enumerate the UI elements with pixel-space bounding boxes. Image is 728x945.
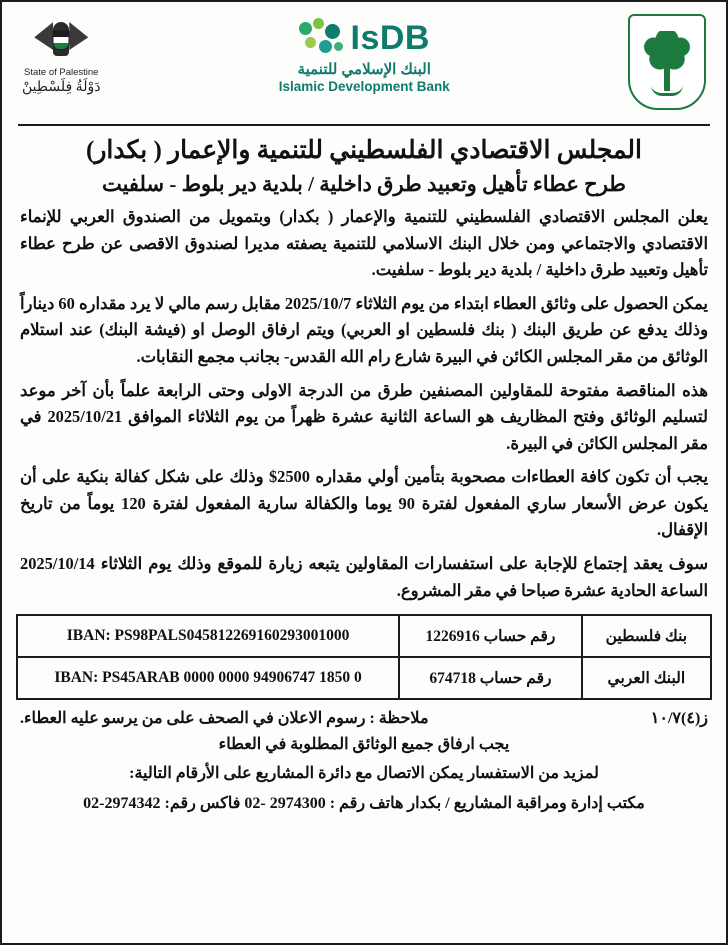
bank-name-cell: البنك العربي — [582, 657, 711, 699]
header-divider — [18, 124, 710, 126]
footer-line-3: مكتب إدارة ومراقبة المشاريع / بكدار هاتف رقم : 2974300 -02 فاكس رقم: 2974342-02 — [83, 794, 645, 812]
bank-account-cell: رقم حساب 674718 — [399, 657, 582, 699]
body-paragraph-1: يعلن المجلس الاقتصادي الفلسطيني للتنمية والإعمار ( بكدار) وبتمويل من الصندوق العربي للإنماء الاقتصادي والاجتماعي ومن خلال البنك الاسلامي للتنمية يصفته مديرا لصندوق الاقصى عن طرح عطاء تأهيل وتعبيد طرق داخلية / بلدية دير بلوط - سلفيت. — [20, 207, 708, 280]
pec-logo-block — [628, 14, 706, 110]
document-footer — [16, 706, 712, 816]
footer-line-1: يجب ارفاق جميع الوثائق المطلوبة في العطاء — [218, 735, 510, 753]
body-paragraph-2: يمكن الحصول على وثائق العطاء ابتداء من يوم الثلاثاء 2025/10/7 مقابل رسم مالي لا يرد مقداره 60 ديناراً وذلك يدفع عن طريق البنك ( بنك فلسطين او العربي) ويتم ارفاق الوصل او (فيشة البنك) عند استلام الوثائق من مقر المجلس الكائن في البيرة شارع رام الله القدس- بجانب مجمع النقابات. — [20, 293, 708, 366]
page-title: المجلس الاقتصادي الفلسطيني للتنمية والإعمار ( بكدار) — [86, 137, 642, 164]
bank-name-cell: بنك فلسطين — [582, 615, 711, 657]
body-paragraph-3: هذه المناقصة مفتوحة للمقاولين المصنفين طرق من الدرجة الاولى وحتى الرابعة علماً بأن آخر موعد لتسليم الوثائق وفتح المظاريف هو الساعة الثانية عشرة ظهراً من يوم الثلاثاء الموافق 2025/10/21 في مقر المجلس الكائن في البيرة. — [20, 380, 708, 453]
bank-iban-cell: IBAN: PS45ARAB 0000 0000 94906747 1850 0 — [17, 657, 399, 699]
eagle-emblem-icon — [33, 16, 89, 66]
isdb-arabic-name: البنك الإسلامي للتنمية — [297, 61, 431, 78]
body-paragraph-5: سوف يعقد إجتماع للإجابة على استفسارات المقاولين يتبعه زيارة للموقع وذلك يوم الثلاثاء 2025/10/14 الساعة الحادية عشرة صباحا في مقر المشروع. — [20, 554, 708, 600]
announcement-body — [16, 204, 712, 604]
footer-note-row — [20, 706, 708, 732]
table-row — [17, 657, 711, 699]
bank-iban-cell: IBAN: PS98PALS045812269160293001000 — [17, 615, 399, 657]
reference-code: ز(٤)١٠/٧ — [650, 710, 708, 728]
bank-accounts-table — [16, 614, 712, 700]
isdb-english-name: Islamic Development Bank — [278, 79, 450, 94]
isdb-wordmark: IsDB — [350, 18, 430, 57]
state-of-palestine-arabic: دَوْلَةُ فِلَسْطِينْ — [22, 80, 101, 95]
olive-tree-icon — [640, 29, 694, 95]
isdb-wordmark-row — [299, 18, 430, 58]
page-subtitle: طرح عطاء تأهيل وتعبيد طرق داخلية / بلدية دير بلوط - سلفيت — [101, 171, 627, 196]
document-header — [16, 12, 712, 120]
state-of-palestine-english: State of Palestine — [24, 67, 99, 78]
body-paragraph-4: يجب أن تكون كافة العطاءات مصحوبة بتأمين أولي مقداره 2500$ وذلك على شكل كفالة بنكية على أن يكون عرض الأسعار ساري المفعول لفترة 90 يوما والكفالة سارية المفعول لفترة 120 يوماً من تاريخ الإقفال. — [20, 467, 709, 540]
isdb-logo-block — [279, 18, 450, 94]
table-row — [17, 615, 711, 657]
palestinian-economic-council-logo-icon — [628, 14, 706, 110]
isdb-dots-icon — [299, 18, 345, 58]
bank-account-cell: رقم حساب 1226916 — [399, 615, 582, 657]
footer-line-2: لمزيد من الاستفسار يمكن الاتصال مع دائرة المشاريع على الأرقام التالية: — [129, 765, 599, 783]
state-of-palestine-block — [22, 16, 100, 96]
footer-note: ملاحظة : رسوم الاعلان في الصحف على من يرسو عليه العطاء. — [20, 710, 429, 728]
